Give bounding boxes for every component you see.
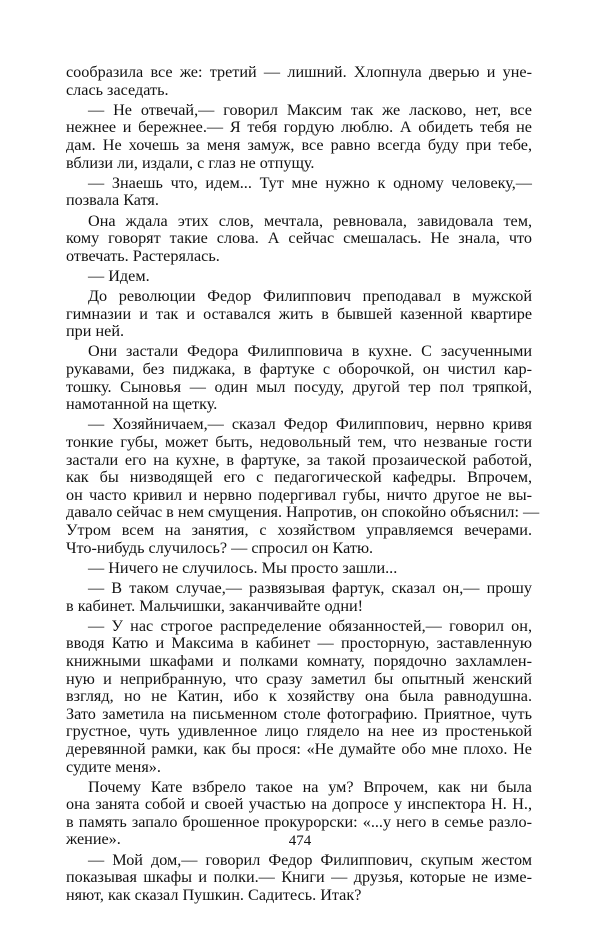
text-line: — У нас строгое распределение обязанностей,— говорил он, <box>88 616 532 635</box>
text-line: намотанной на щетку. <box>66 395 218 414</box>
text-line: вблизи ли, издали, с глаз не отпущу. <box>66 153 315 172</box>
text-line: сообразила все же: третий — лишний. Хлопнула дверью и уне- <box>66 63 532 81</box>
text-line: как бы низводящей его с педагогической кафедры. Впрочем, <box>66 468 532 487</box>
text-line: грустное, чуть удивленное лицо глядело на нее из простенькой <box>66 722 532 741</box>
text-line: судите меня». <box>66 757 161 776</box>
text-line: слась заседать. <box>66 80 169 99</box>
text-line: До революции Федор Филиппович преподавал в мужской <box>88 287 532 306</box>
text-line: в память запало брошенное прокурорски: «...у него в семье разло- <box>66 812 532 831</box>
text-line: тонкие губы, может быть, недовольный тем, что незваные гости <box>66 433 532 452</box>
text-line: гимназии и так и оставался жить в бывшей казенной квартире <box>66 304 532 323</box>
text-line: давало сейчас в нем смущения. Напротив, он спокойно объяснил: — <box>66 503 540 522</box>
text-line: тошку. Сыновья — один мыл посуду, другой тер пол тряпкой, <box>66 377 532 396</box>
text-line: рукавами, без пиджака, в фартуке с оборочкой, он чистил кар- <box>66 360 532 379</box>
text-line: дам. Не хочешь за меня замуж, все равно всегда буду при тебе, <box>66 135 532 154</box>
text-line: — Знаешь что, идем... Тут мне нужно к одному человеку,— <box>88 173 532 192</box>
text-line: Почему Кате взбрело такое на ум? Впрочем, как ни была <box>88 777 532 796</box>
page-number: 474 <box>288 833 312 849</box>
text-line: — Хозяйничаем,— сказал Федор Филиппович, нервно кривя <box>88 415 532 434</box>
text-line: — Ничего не случилось. Мы просто зашли... <box>88 558 398 577</box>
text-line: в кабинет. Мальчишки, заканчивайте одни! <box>66 596 364 615</box>
text-line: ную и неприбранную, что сразу заметил бы опытный женский <box>66 669 532 688</box>
text-line: при ней. <box>66 322 125 341</box>
text-line: няют, как сказал Пушкин. Садитесь. Итак? <box>66 885 362 904</box>
text-line: Что-нибудь случилось? — спросил он Катю. <box>66 538 374 557</box>
text-line: кому говорят такие слова. А сейчас смешалась. Не знала, что <box>66 229 532 248</box>
text-line: Она ждала этих слов, мечтала, ревновала, завидовала тем, <box>88 211 532 230</box>
text-line: — В таком случае,— развязывая фартук, сказал он,— прошу <box>88 578 532 597</box>
text-line: вводя Катю и Максима в кабинет — просторную, заставленную <box>66 634 532 653</box>
text-line: он часто кривил и нервно подергивал губы, ничто другое не вы- <box>66 485 532 504</box>
text-line: нежнее и бережнее.— Я тебя гордую люблю. А обидеть тебя не <box>66 118 532 137</box>
text-line: книжными шкафами и полками комнату, порядочно захламлен- <box>66 651 532 670</box>
text-line: она занята собой и своей участью на допросе у инспектора Н. Н., <box>66 795 532 814</box>
text-line: отвечать. Растерялась. <box>66 246 220 265</box>
text-line: позвала Катя. <box>66 191 159 210</box>
text-line: показывая шкафы и полки.— Книги — друзья, которые не изме- <box>66 868 532 887</box>
text-line: жение». <box>66 830 121 849</box>
text-line: — Мой дом,— говорил Федор Филиппович, скупым жестом <box>88 850 532 869</box>
body-text <box>66 63 540 904</box>
text-line: деревянной рамки, как бы прося: «Не думайте обо мне плохо. Не <box>66 739 532 758</box>
text-line: Они застали Федора Филипповича в кухне. С засученными <box>88 342 532 361</box>
text-line: — Идем. <box>88 266 150 285</box>
text-line: Утром всем на занятия, с хозяйством управляемся вечерами. <box>66 521 532 539</box>
text-line: взгляд, но не Катин, ибо к хозяйству она была равнодушна. <box>66 687 532 706</box>
text-line: Зато заметила на письменном столе фотографию. Приятное, чуть <box>66 704 532 723</box>
text-line: застали его на кухне, в фартуке, за такой прозаической работой, <box>66 450 532 469</box>
text-line: — Не отвечай,— говорил Максим так же ласково, нет, все <box>88 100 532 119</box>
